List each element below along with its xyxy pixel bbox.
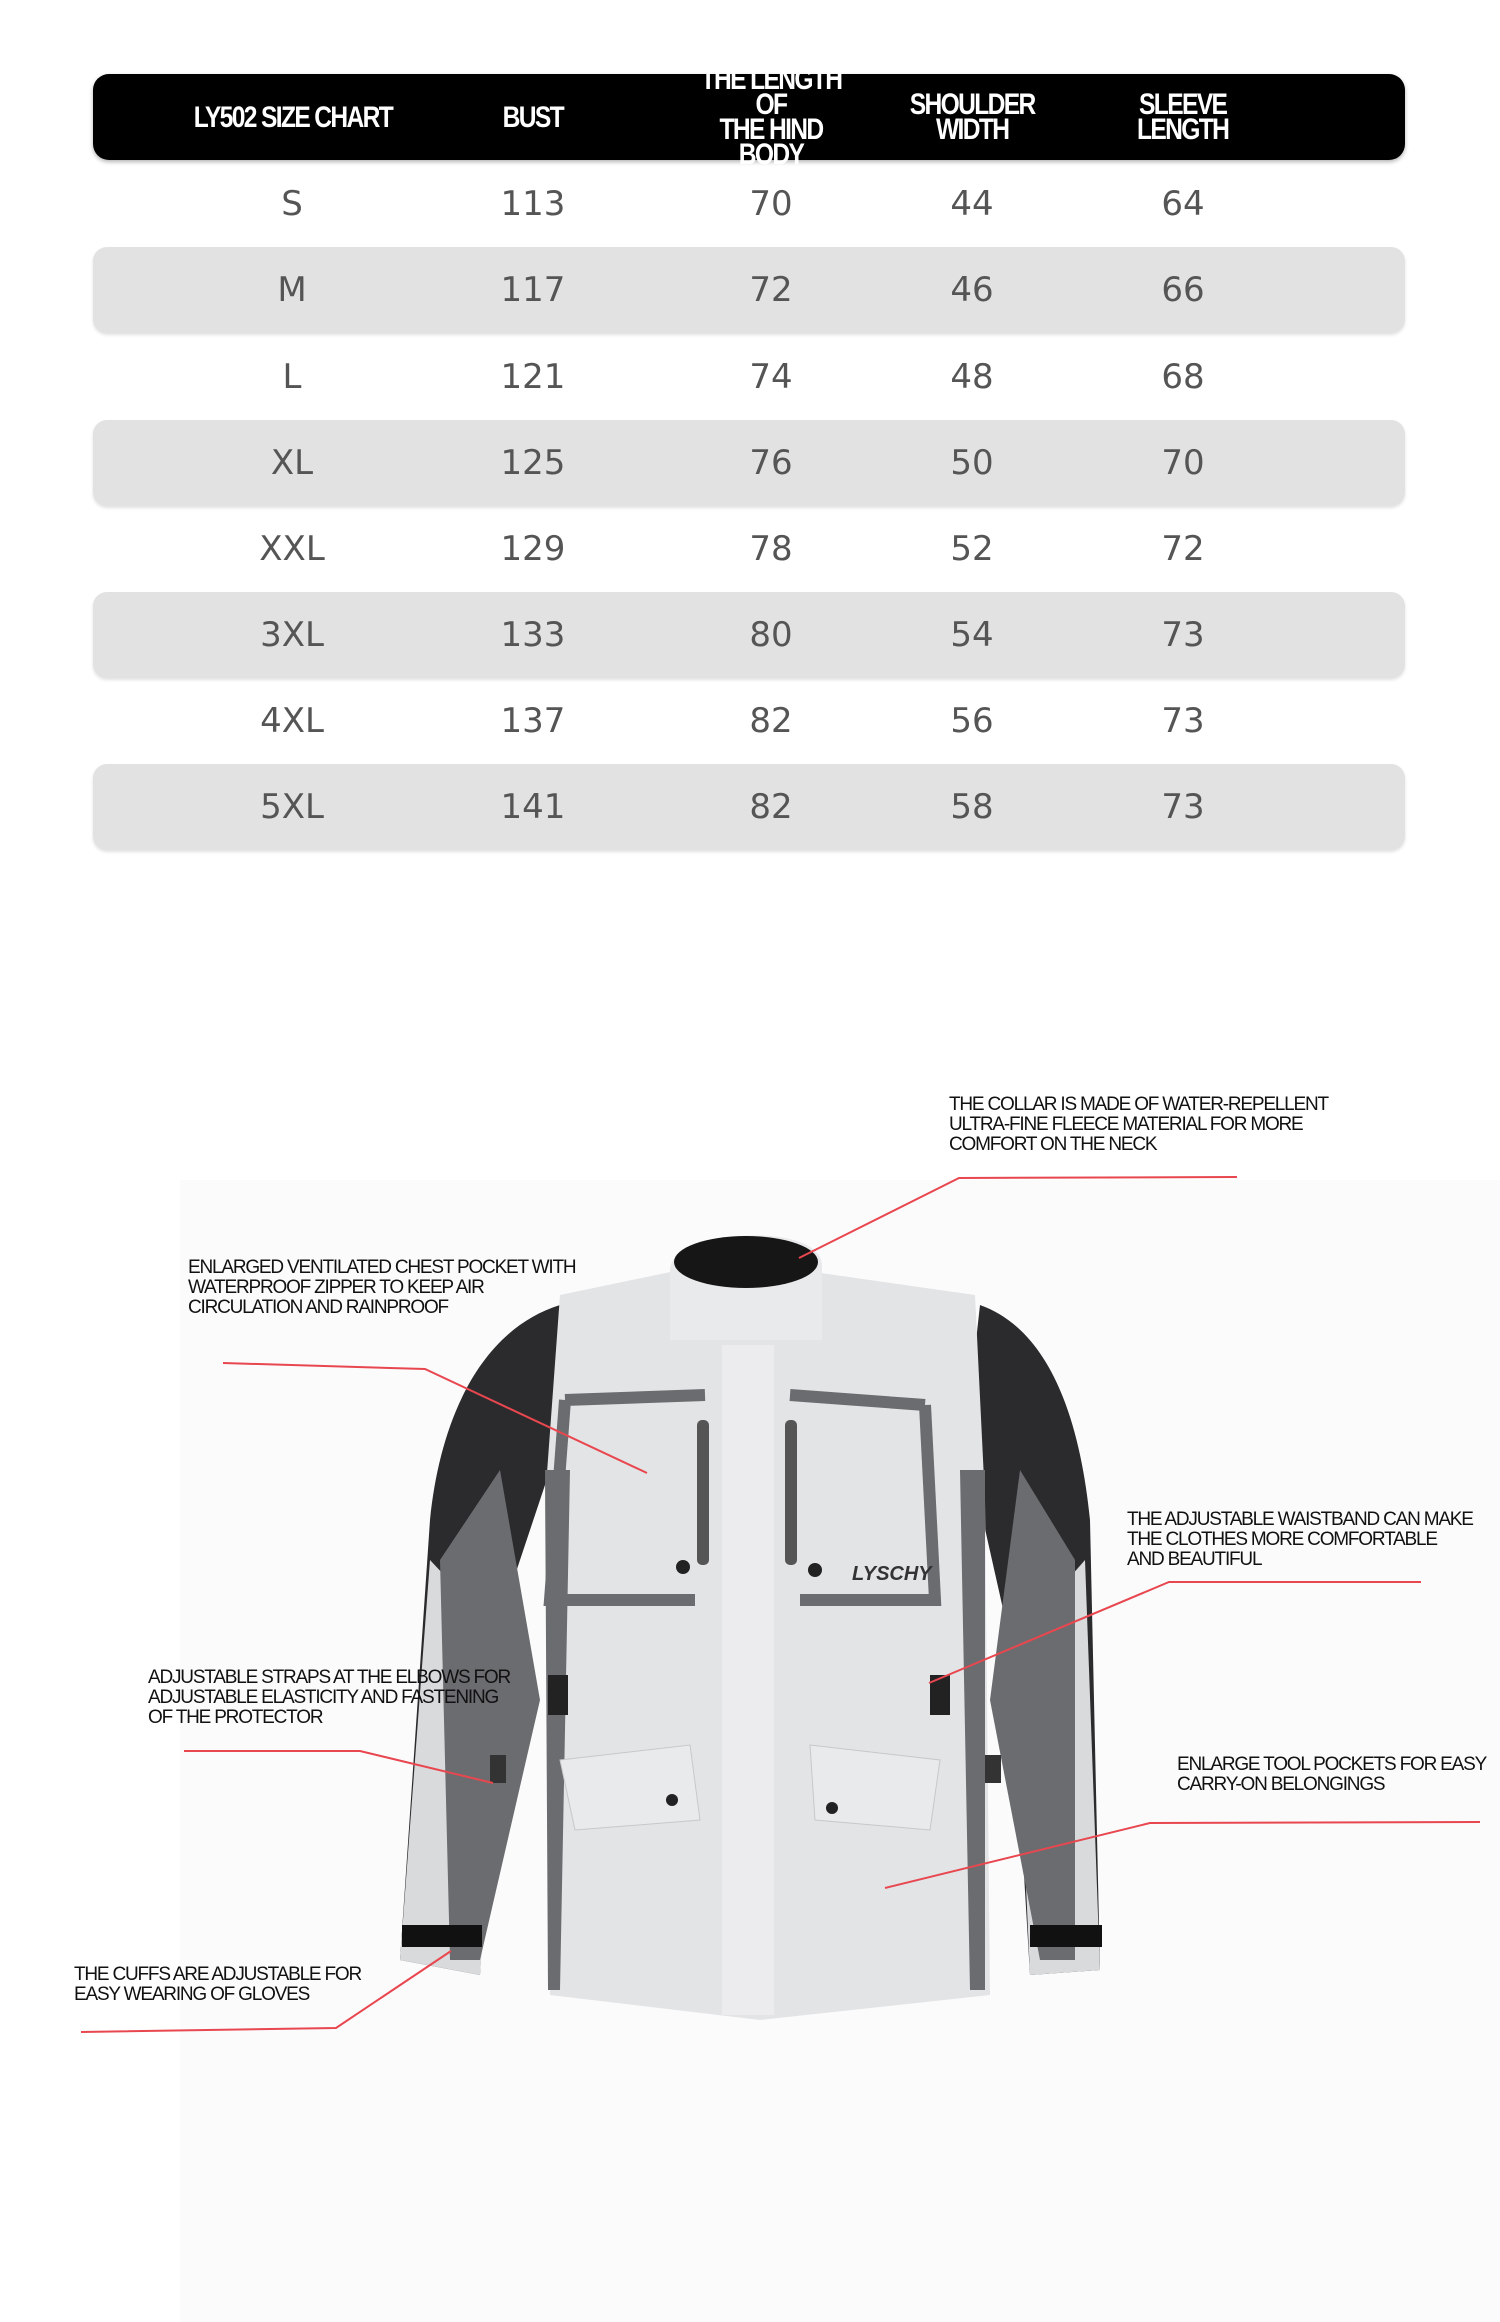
- brand-logo: LYSCHY: [852, 1563, 932, 1585]
- cell-hind-body-length: 72: [749, 270, 793, 310]
- cuffs-annotation: THE CUFFS ARE ADJUSTABLE FOR EASY WEARING OF GLOVES: [74, 1964, 361, 2005]
- cell-bust: 113: [500, 184, 566, 224]
- cell-hind-body-length: 78: [749, 529, 793, 569]
- cell-hind-body-length: 82: [749, 787, 793, 827]
- cell-size: 4XL: [260, 701, 324, 741]
- waistband-annotation: THE ADJUSTABLE WAISTBAND CAN MAKE THE CLOTHES MORE COMFORTABLE AND BEAUTIFUL: [1127, 1509, 1473, 1570]
- cell-hind-body-length: 70: [749, 184, 793, 224]
- cell-hind-body-length: 80: [749, 615, 793, 655]
- cell-shoulder-width: 56: [950, 701, 994, 741]
- cell-bust: 121: [500, 357, 566, 397]
- header-size-chart: LY502 SIZE CHART: [193, 100, 393, 134]
- cell-sleeve-length: 72: [1161, 529, 1205, 569]
- header-sleeve-length: SLEEVE LENGTH: [1137, 88, 1229, 146]
- header-shoulder-width: SHOULDER WIDTH: [909, 88, 1035, 146]
- cell-size: XXL: [259, 529, 325, 569]
- elbow-straps-annotation: ADJUSTABLE STRAPS AT THE ELBOWS FOR ADJUSTABLE ELASTICITY AND FASTENING OF THE PROTECTOR: [148, 1667, 511, 1728]
- cell-bust: 117: [500, 270, 566, 310]
- cell-size: 5XL: [260, 787, 324, 827]
- jacket-image: [180, 1180, 1500, 2322]
- header-bust: BUST: [502, 100, 564, 134]
- cell-hind-body-length: 76: [749, 443, 793, 483]
- cell-hind-body-length: 74: [749, 357, 793, 397]
- cell-bust: 141: [500, 787, 566, 827]
- cell-sleeve-length: 70: [1161, 443, 1205, 483]
- cell-hind-body-length: 82: [749, 701, 793, 741]
- cell-sleeve-length: 73: [1161, 787, 1205, 827]
- cell-shoulder-width: 54: [950, 615, 994, 655]
- cell-shoulder-width: 46: [950, 270, 994, 310]
- chest-pocket-annotation: ENLARGED VENTILATED CHEST POCKET WITH WATERPROOF ZIPPER TO KEEP AIR CIRCULATION AND RAINPROOF: [188, 1257, 576, 1318]
- cell-sleeve-length: 68: [1161, 357, 1205, 397]
- cell-bust: 133: [500, 615, 566, 655]
- cell-shoulder-width: 44: [950, 184, 994, 224]
- cell-size: XL: [270, 443, 314, 483]
- cell-shoulder-width: 50: [950, 443, 994, 483]
- collar-annotation: THE COLLAR IS MADE OF WATER-REPELLENT ULTRA-FINE FLEECE MATERIAL FOR MORE COMFORT ON THE NECK: [949, 1094, 1328, 1155]
- cell-bust: 129: [500, 529, 566, 569]
- cell-shoulder-width: 58: [950, 787, 994, 827]
- cell-shoulder-width: 52: [950, 529, 994, 569]
- cell-bust: 137: [500, 701, 566, 741]
- cell-sleeve-length: 73: [1161, 701, 1205, 741]
- cell-sleeve-length: 64: [1161, 184, 1205, 224]
- header-hind-body-length: THE LENGTH OF THE HIND BODY: [700, 63, 842, 171]
- cell-size: S: [281, 184, 303, 224]
- cell-size: 3XL: [260, 615, 324, 655]
- cell-sleeve-length: 66: [1161, 270, 1205, 310]
- cell-size: M: [277, 270, 307, 310]
- cell-bust: 125: [500, 443, 566, 483]
- cell-shoulder-width: 48: [950, 357, 994, 397]
- tool-pockets-annotation: ENLARGE TOOL POCKETS FOR EASY CARRY-ON BELONGINGS: [1177, 1754, 1487, 1795]
- cell-sleeve-length: 73: [1161, 615, 1205, 655]
- cell-size: L: [282, 357, 302, 397]
